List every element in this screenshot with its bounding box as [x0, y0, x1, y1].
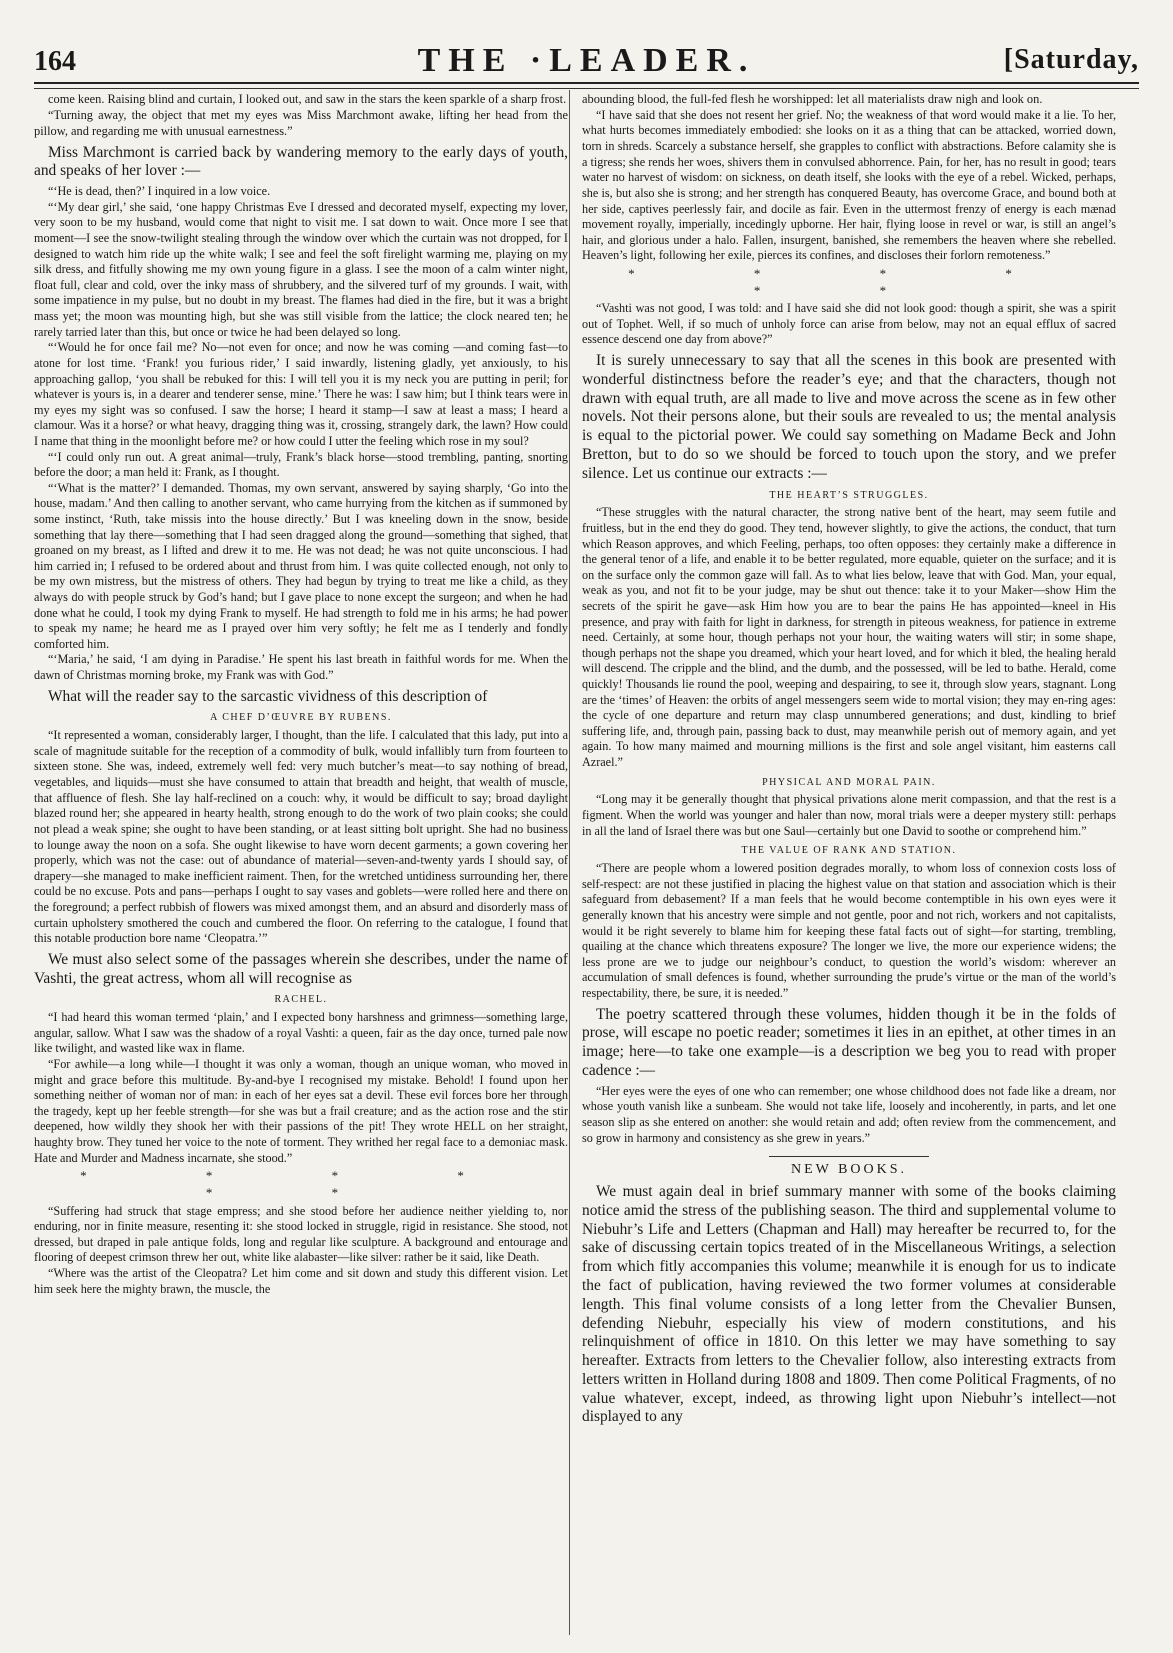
quote-paragraph: “For awhile—a long while—I thought it was only a woman, though an unique woman, who moved in might and grace before this multitude. By-and-bye I recognised my mistake. Behold! I found upon her something neither of woman nor of man: in each of her eyes sat a devil. These evil forces bore her through the tragedy, kept up her feeble strength—for she was but a frail creature; and as the action rose and the stir deepened, how wildly they shook her with their passions of the pit! They wrote HELL on her straight, haughty brow. They tuned her voice to the note of torment. They writhed her regal face to a demoniac mask. Hate and Murder and Madness incarnate, she stood.” — [34, 1056, 568, 1165]
right-column — [582, 92, 1116, 1632]
section-rule — [769, 1156, 929, 1157]
issue-day: [Saturday, — [1003, 44, 1139, 75]
asterism: * * * * * * — [628, 265, 1070, 298]
new-books-heading: NEW BOOKS. — [790, 1162, 908, 1178]
section-heading: RACHEL. — [274, 994, 328, 1006]
asterism: * * * * * * — [80, 1168, 522, 1200]
review-paragraph: It is surely unnecessary to say that all the scenes in this book are presented with wonderful distinctness before the reader’s eye; and that the characters, though not drawn with equal truth, are all made to live and move across the scene as in few other novels. Not their persons alone, but their souls are revealed to us; the mental analysis is equal to the pictorial power. We could say something on Madame Beck and John Bretton, but to do so we should be forced to touch upon the story, and we prefer silence. Let us continue our extracts :— — [582, 352, 1116, 482]
quote-paragraph: “These struggles with the natural character, the strong native bent of the heart, may seem futile and fruitless, but in the end they do good. They tend, however slightly, to give the actions, the conduct, that turn which Reason approves, and which Feeling, perhaps, too often opposes: they certainly make a difference in the general tenor of a life, and enable it to be better regulated, more equable, quieter on the surface; and it is on the surface only the common gaze will fall. As to what lies below, leave that with God. Man, your equal, weak as you, and not fit to be your judge, may be shut out thence: take it to your Maker—show Him the secrets of the spirit he gave—ask Him how you are to bear the pains He has appointed—kneel in His presence, and pray with faith for light in darkness, for strength in piteous weakness, for patience in extreme need. Certainly, at some hour, though perhaps not your hour, the waiting waters will stir; in some shape, though perhaps not the shape you dreamed, which your heart loved, and for which it bled, the healing herald will descend. The cripple and the blind, and the dumb, and the possessed, will be led to bathe. Herald, come quickly! Thousands lie round the pool, weeping and despairing, to see it, through slow years, stagnant. Long are the ‘times’ of Heaven: the orbits of angel messengers seem wide to mortal vision; they may en-ring ages: the cycle of one departure and return may clasp unnumbered generations; and dust, kindling to brief suffering life, and, through pain, passing back to dust, may meanwhile perish out of memory again, and yet again. To how many maimed and mourning millions is the first and sole angel visitant, him easterns call Azrael.” — [582, 505, 1116, 770]
quote-paragraph: “‘Maria,’ he said, ‘I am dying in Paradise.’ He spent his last breath in faithful words for me. When the dawn of Christmas morning broke, my Frank was with God.” — [34, 652, 568, 683]
quote-paragraph: “‘I could only run out. A great animal—truly, Frank’s black horse—stood trembling, panting, snorting before the door; a man held it: Frank, as I thought. — [34, 449, 568, 480]
section-heading: THE HEART’S STRUGGLES. — [769, 489, 929, 501]
masthead — [34, 42, 1139, 84]
quote-paragraph: “There are people whom a lowered position degrades morally, to whom loss of connexion costs loss of self-respect: are not these justified in placing the highest value on that station and association which is their safeguard from debasement? If a man feels that he would become contemptible in his own eyes were it generally known that his ancestry were simple and not gentle, poor and not rich, workers and not capitalists, would it be right severely to blame him for keeping these fatal facts out of sight—for starting, trembling, quailing at the chance which threatens exposure? The longer we live, the more our experience widens; the less prone are we to judge our neighbour’s conduct, to question the world’s wisdom: wherever an accumulation of small defences is found, whether surrounding the prude’s virtue or the man of the world’s respectability, there, be sure, it is needed.” — [582, 861, 1116, 1000]
quote-paragraph: “I have said that she does not resent her grief. No; the weakness of that word would make it a lie. To her, what hurts becomes immediately embodied: she looks on it as a thing that can be attacked, worried down, torn in shreds. Scarcely a substance herself, she grapples to conflict with abstractions. Before calamity she is a tigress; she rends her woes, shivers them in convulsed abhorrence. Pain, for her, has no result in good; tears water no harvest of wisdom: on sickness, on death itself, she looks with the eye of a rebel. Wicked, perhaps, she is, but also she is strong; and her strength has conquered Beauty, has overcome Grace, and bound both at her side, captives peerlessly fair, and docile as fair. Even in the uttermost frenzy of energy is each mænad movement royally, imperially, incedingly upborne. Her hair, flying loose in revel or war, is still an angel’s hair, and glorious under a halo. Fallen, insurgent, banished, she remembers the heaven where she rebelled. Heaven’s light, following her exile, pierces its confines, and discloses their forlorn remoteness.” — [582, 107, 1116, 263]
review-paragraph: We must again deal in brief summary manner with some of the books claiming notice amid the stress of the publishing season. The third and supplemental volume to Niebuhr’s Life and Letters (Chapman and Hall) may hereafter be recurred to, for the sake of discussing certain topics treated of in the Miscellaneous Writings, a selection from which fitly accompanies this volume; meanwhile it is enough for us to indicate the fact of publication, having reviewed the two former volumes at considerable length. This final volume consists of a long letter from the Chevalier Bunsen, defending Niebuhr, especially his view of modern constitutions, and his relinquishment of office in 1810. On this letter we may have something to say hereafter. Extracts from letters to the Chevalier follow, also interesting extracts from letters written in Holland during 1808 and 1809. Then come Political Fragments, of no value whatever, except, indeed, as throwing light upon Niebuhr’s intellect—not displayed to any — [582, 1183, 1116, 1426]
review-paragraph: The poetry scattered through these volumes, hidden though it be in the folds of prose, will escape no poetic reader; sometimes it lies in an epithet, at other times in an image; here—to take one example—is a description we beg you to read with proper cadence :— — [582, 1005, 1116, 1079]
section-heading: A CHEF D’ŒUVRE BY RUBENS. — [210, 712, 392, 724]
quote-paragraph: “‘He is dead, then?’ I inquired in a low voice. — [48, 184, 271, 199]
quote-paragraph: abounding blood, the full-fed flesh he worshipped: let all materialists draw nigh and look on. — [582, 92, 1043, 106]
quote-paragraph: “‘My dear girl,’ she said, ‘one happy Christmas Eve I dressed and decorated myself, expecting my lover, very soon to be my husband, would come that night to visit me. I sat down to wait. Once more I see that moment—I see the snow-twilight stealing through the window over which the curtain was not dropped, for I designed to watch him ride up the white walk; I see and feel the soft firelight warming me, playing on my silk dress, and fitfully showing me my own young figure in a glass. I see the moon of a calm winter night, float full, clear and cold, over the inky mass of shrubbery, and the silvered turf of my grounds. I wait, with some impatience in my pulse, but no doubt in my breast. The flames had died in the fire, but it was a bright mass yet; the moon was mounting high, but she was still visible from the lattice; the clock neared ten; he rarely tarried later than this, but once or twice he had been delayed so long. — [34, 199, 568, 339]
quote-paragraph: “I had heard this woman termed ‘plain,’ and I expected bony harshness and grimness—something large, angular, sallow. What I saw was the shadow of a royal Vashti: a queen, fair as the day once, turned pale now like twilight, and wasted like wax in flame. — [34, 1010, 568, 1056]
left-column — [34, 92, 568, 1632]
quote-paragraph: “Where was the artist of the Cleopatra? Let him come and sit down and study this different vision. Let him seek here the mighty brawn, the muscle, the — [34, 1265, 568, 1296]
section-heading: THE VALUE OF RANK AND STATION. — [741, 845, 957, 857]
newspaper-title: THE ·LEADER. — [417, 42, 756, 79]
quote-paragraph: “Long may it be generally thought that physical privations alone merit compassion, and that the rest is a figment. When the world was younger and haler than now, moral trials were a deeper mystery still: perhaps in all the land of Israel there was but one Saul—certainly but one David to soothe or comprehend him.” — [582, 792, 1116, 838]
quote-paragraph: “Her eyes were the eyes of one who can remember; one whose childhood does not fade like a dream, nor whose youth vanish like a sunbeam. She would not take life, loosely and incoherently, in parts, and let one season slip as she entered on another: she would retain and add; often review from the commencement, and so grow in harmony and consistency as she grew in years.” — [582, 1083, 1116, 1145]
quote-paragraph: “Suffering had struck that stage empress; and she stood before her audience neither yielding to, nor enduring, nor in finite measure, resenting it: she stood locked in struggle, rigid in resistance. She stood, not dressed, but draped in pale antique folds, long and regular like sculpture. A background and entourage and flooring of deepest crimson threw her out, white like alabaster—like silver: rather be it said, like Death. — [34, 1203, 568, 1265]
quote-paragraph: “Vashti was not good, I was told: and I have said she did not look good: though a spirit, she was a spirit out of Tophet. Well, if so much of unholy force can arise from below, may not an equal efflux of sacred essence descend one day from above?” — [582, 301, 1116, 347]
quote-paragraph: “‘Would he for once fail me? No—not even for once; and now he was coming —and coming fast—to atone for lost time. ‘Frank! you furious rider,’ I said inwardly, listening gladly, yet anxiously, to his approaching gallop, ‘you shall be rebuked for this: I will tell you it is my neck you are putting in peril; for whatever is yours is, in a dearer and tenderer sense, mine.’ There he was: I saw him; but I think tears were in my eyes my sight was so confused. I saw the horse; I heard it stamp—I saw at least a mass; I heard a clamour. Was it a horse? or what heavy, dragging thing was it, crossing, strangely dark, the lawn? How could I name that thing in the moonlight before me? or how could I utter the feeling which rose in my soul? — [34, 340, 568, 448]
review-paragraph: Miss Marchmont is carried back by wandering memory to the early days of youth, and speaks of her lover :— — [34, 143, 568, 180]
quote-paragraph: “‘What is the matter?’ I demanded. Thomas, my own servant, answered by saying sharply, ‘Go into the house, madam.’ And then calling to another servant, who came hurrying from the kitchen as if summoned by some instinct, ‘Ruth, take missis into the house directly.’ But I was kneeling down in the snow, beside something that lay there—something that I had seen dragged along the ground—something that sighed, that groaned on my breast, as I lifted and drew it to me. He was not dead; he was not quite unconscious. I had him carried in; I refused to be ordered about and thrust from him. I was quite collected enough, not only to be my own mistress, but the mistress of others. They had begun by trying to treat me like a child, as they always do with people struck by God’s hand; but I gave place to none except the surgeon; and when he had done what he could, I took my dying Frank to myself. He had strength to fold me in his arms; he had power to speak my name; he heard me as I prayed over him very softly; he felt me as I tenderly and fondly comforted him. — [34, 480, 568, 651]
review-paragraph: We must also select some of the passages wherein she describes, under the name of Vashti, the great actress, whom all will recognise as — [34, 950, 568, 987]
column-divider — [569, 90, 570, 1635]
page-number: 164 — [34, 46, 76, 77]
section-heading: PHYSICAL AND MORAL PAIN. — [762, 776, 936, 788]
quote-paragraph: “It represented a woman, considerably larger, I thought, than the life. I calculated that this lady, put into a scale of magnitude suitable for the reception of a commodity of bulk, would infallibly turn from fourteen to sixteen stone. She was, indeed, extremely well fed: very much butcher’s meat—to say nothing of bread, vegetables, and liquids—must she have consumed to attain that breadth and height, that wealth of muscle, that affluence of flesh. She lay half-reclined on a couch: why, it would be difficult to say; broad daylight blazed round her; she appeared in hearty health, strong enough to do the work of two plain cooks; she could not plead a weak spine; she ought to have been standing, or at least sitting bolt upright. She had no business to lounge away the noon on a sofa. She ought likewise to have worn decent garments; a gown covering her properly, which was not the case: out of abundance of material—seven-and-twenty yards I should say, of drapery—she managed to make inefficient raiment. Then, for the wretched untidiness surrounding her, there could be no excuse. Pots and pans—perhaps I ought to say vases and goblets—were rolled here and there on the foreground; a perfect rubbish of flowers was mixed amongst them, and an absurd and disorderly mass of curtain upholstery smothered the couch and cumbered the floor. On referring to the catalogue, I found that this notable production bore name ‘Cleopatra.’” — [34, 728, 568, 946]
header-rule — [34, 88, 1139, 89]
paragraph: “Turning away, the object that met my eyes was Miss Marchmont awake, lifting her head from the pillow, and regarding me with unusual earnestness.” — [34, 107, 568, 138]
paragraph: come keen. Raising blind and curtain, I looked out, and saw in the stars the keen sparkle of a sharp frost. — [48, 92, 567, 106]
review-paragraph: What will the reader say to the sarcastic vividness of this description of — [48, 687, 488, 705]
